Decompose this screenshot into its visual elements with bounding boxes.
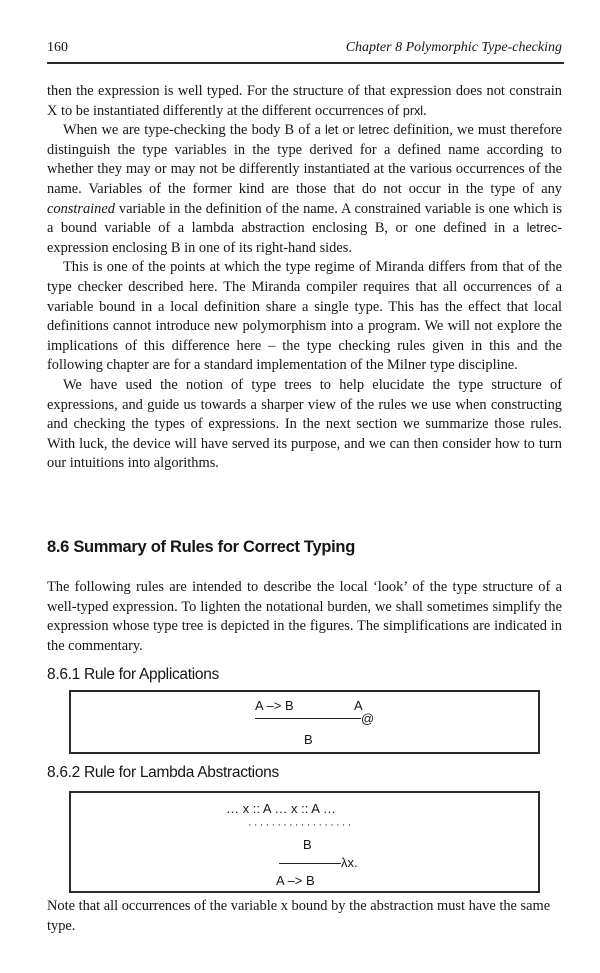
running-head: [47, 38, 564, 58]
paragraph-2-e: -expression enclosing B in one of its right-hand sides.: [47, 220, 562, 256]
variable-occurrences: … x :: A … x :: A …: [226, 801, 336, 816]
paragraph-3: This is one of the points at which the type regime of Miranda differs from that of the type checker described here. The Miranda compiler requires that all occurrences of a variable bound in a local definition share a single type. This has the effect that local definitions cannot introduce new polymorphism into a program. We will not explore the implications of this difference here – the type checking rules given in this and the following chapter are for a standard implementation of the Milner type discipline.: [47, 259, 562, 374]
paragraph-2-d: variable in the definition of the name. A constrained variable is one which is a bound variable of a lambda abstraction enclosing B, or one defined in a: [47, 200, 562, 237]
function-type: A –> B: [255, 698, 294, 713]
chapter-title: Chapter 8 Polymorphic Type-checking: [345, 40, 562, 55]
paragraph-2-c: definition, we must therefore distinguish the type variables in the type derived for a defined name according to whether they may or may not be differently instantiated at the various occurrences of the name. Variables of the former kind are those that do not occur in the type of any: [47, 122, 562, 197]
dotted-line: ··················: [248, 819, 354, 831]
subsection-heading-lambda: 8.6.2 Rule for Lambda Abstractions: [47, 764, 279, 781]
paragraph-2-a: When we are type-checking the body B of a: [63, 122, 326, 139]
argument-type: A: [354, 698, 363, 713]
page-number: 160: [47, 40, 68, 55]
note: [47, 897, 562, 936]
section-intro-text: The following rules are intended to describe the local ‘look’ of the type structure of a well-typed expression. To lighten the notational burden, we shall sometimes simplify the expression whose type tree is depicted in the figures. The simplifications are indicated in the commentary.: [47, 579, 562, 654]
lambda-rule-figure: [69, 791, 540, 893]
paragraph-2: [47, 121, 562, 258]
paragraph-4: We have used the notion of type trees to help elucidate the type structure of expressions, and guide us towards a sharper view of the rules we use when constructing and checking the types of expressions. In the next section we summarize those rules. With luck, the device will have served its purpose, and we can then consider how to turn our intuitions into algorithms.: [47, 376, 562, 472]
body-text: [47, 82, 562, 474]
emphasis-constrained: constrained: [47, 200, 115, 217]
body-type: B: [303, 837, 312, 852]
section-heading: 8.6 Summary of Rules for Correct Typing: [47, 538, 355, 556]
abstraction-type: A –> B: [276, 873, 315, 888]
paragraph-1-text: then the expression is well typed. For the structure of that expression does not constrain X to be instantiated differently at the different occurrences of: [47, 83, 562, 119]
subsection-heading-applications: 8.6.1 Rule for Applications: [47, 666, 219, 683]
keyword-let: let: [325, 123, 339, 138]
section-intro: [47, 578, 562, 656]
header-rule: [47, 62, 564, 64]
keyword-letrec-2: letrec: [526, 221, 558, 236]
paragraph-1-end: .: [423, 102, 427, 119]
keyword-letrec: letrec: [358, 123, 390, 138]
paragraph-2-b: or: [338, 122, 359, 139]
application-node: @: [361, 711, 375, 726]
inference-line: [279, 863, 341, 864]
application-rule-figure: [69, 690, 540, 754]
paragraph-1: [47, 82, 562, 121]
inference-line: [255, 718, 361, 719]
lambda-node: λx.: [341, 855, 358, 870]
note-text: Note that all occurrences of the variable x bound by the abstraction must have the same type.: [47, 898, 551, 934]
code-prxl: prxl: [402, 103, 424, 118]
result-type: B: [304, 732, 313, 747]
